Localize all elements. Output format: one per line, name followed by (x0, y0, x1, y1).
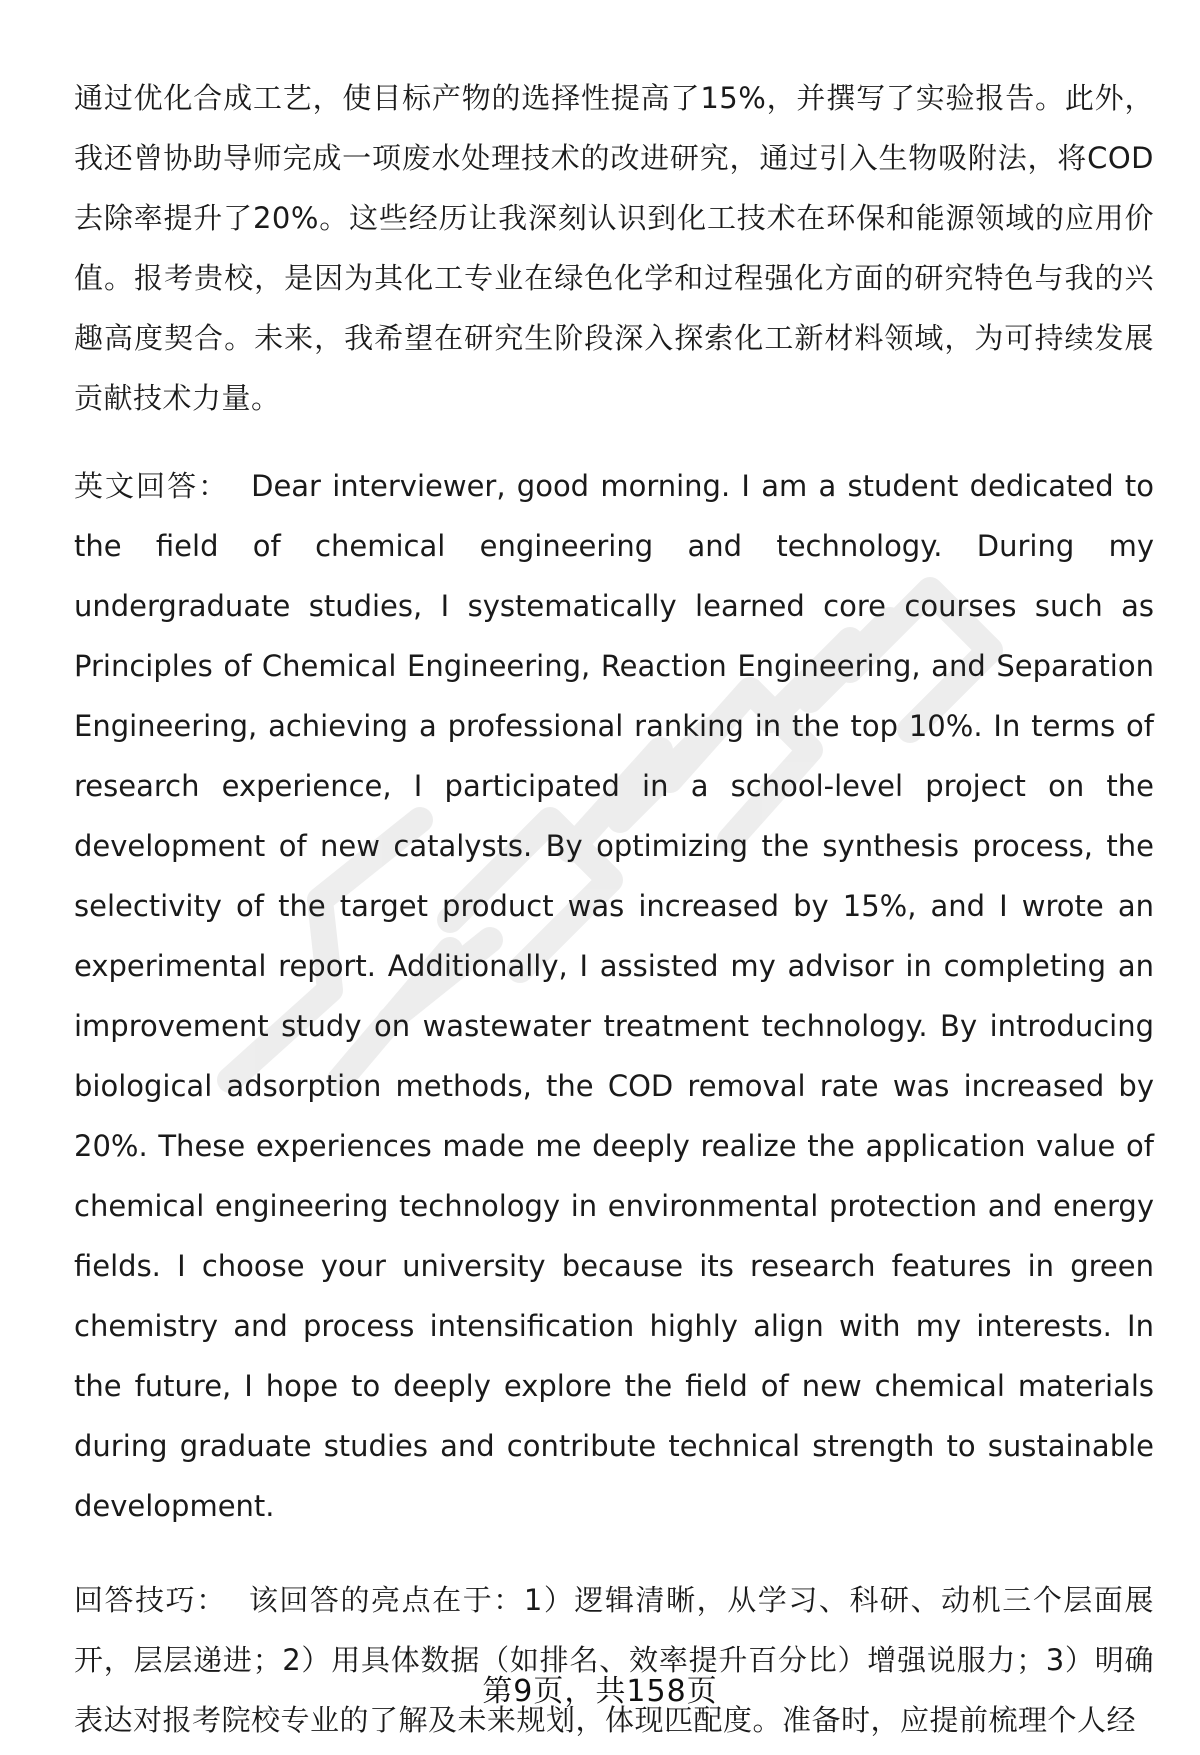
answer-tips-label: 回答技巧： (74, 1583, 227, 1617)
continued-paragraph: 通过优化合成工艺，使目标产物的选择性提高了15%，并撰写了实验报告。此外，我还曾协助导师完成一项废水处理技术的改进研究，通过引入生物吸附法，将COD去除率提升了20%。这些经历让我深刻认识到化工技术在环保和能源领域的应用价值。报考贵校，是因为其化工专业在绿色化学和过程强化方面的研究特色与我的兴趣高度契合。未来，我希望在研究生阶段深入探索化工新材料领域，为可持续发展贡献技术力量。 (74, 81, 1154, 415)
document-body (74, 68, 1154, 1750)
english-answer-label: 英文回答： (74, 469, 230, 503)
english-answer-paragraph (74, 456, 1154, 1536)
answer-tips-text: 该回答的亮点在于：1）逻辑清晰，从学习、科研、动机三个层面展开，层层递进；2）用具体数据（如排名、效率提升百分比）增强说服力；3）明确表达对报考院校专业的了解及未来规划，体现匹配度。准备时，应提前梳理个人经 (74, 1583, 1154, 1737)
english-answer-text: Dear interviewer, good morning. I am a student dedicated to the field of chemical engineering and technology. During my undergraduate studies, I systematically learned core courses such as Principles of Chemical Engineering, Reaction Engineering, and Separation Engineering, achieving a professional ranking in the top 10%. In terms of research experience, I participated in a school-level project on the development of new catalysts. By optimizing the synthesis process, the selectivity of the target product was increased by 15%, and I wrote an experimental report. Additionally, I assisted my advisor in completing an improvement study on wastewater treatment technology. By introducing biological adsorption methods, the COD removal rate was increased by 20%. These experiences made me deeply realize the application value of chemical engineering technology in environmental protection and energy fields. I choose your university because its research features in green chemistry and process intensification highly align with my interests. In the future, I hope to deeply explore the field of new chemical materials during graduate studies and contribute technical strength to sustainable development. (74, 469, 1154, 1523)
answer-tips-paragraph (74, 1570, 1154, 1750)
page-footer: 第9页，共158页 (482, 1674, 718, 1709)
